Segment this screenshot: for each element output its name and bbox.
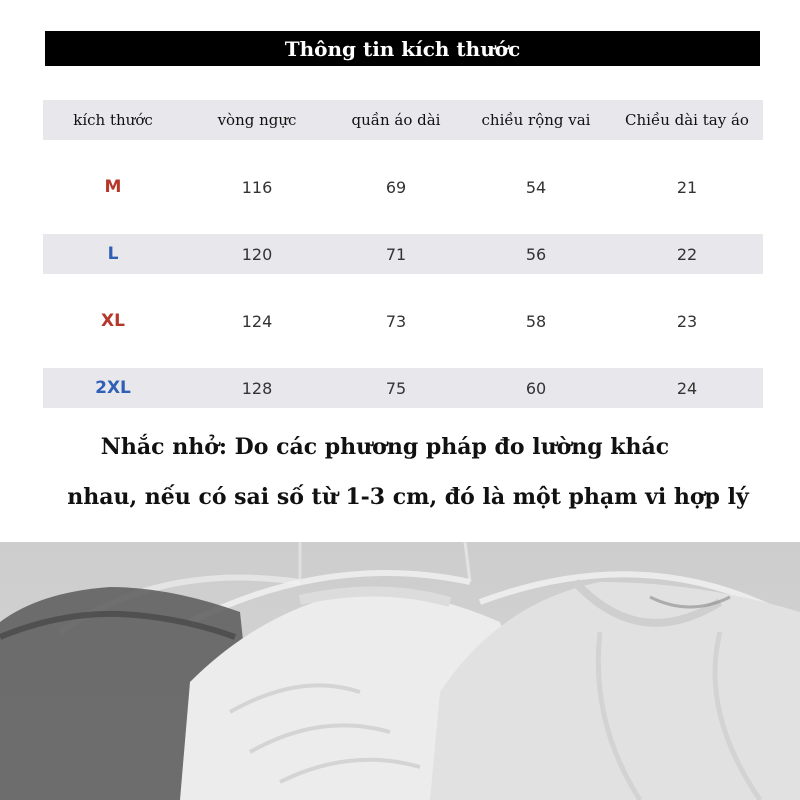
size-label: 2XL [95, 378, 131, 398]
sleeve-value: 21 [676, 177, 698, 197]
header-sleeve: Chiều dài tay áo [625, 111, 749, 129]
size-label: M [104, 177, 122, 197]
shoulder-value: 54 [525, 177, 547, 197]
table-row [43, 167, 763, 207]
reminder-note-line-2: nhau, nếu có sai số từ 1-3 cm, đó là một phạm vi hợp lý [67, 484, 749, 510]
header-length: quần áo dài [351, 111, 441, 129]
length-value: 69 [385, 177, 407, 197]
sleeve-value: 24 [676, 378, 698, 398]
size-label: L [107, 244, 119, 264]
shoulder-value: 56 [525, 244, 547, 264]
table-row [43, 368, 763, 408]
page-title: Thông tin kích thước [45, 31, 760, 66]
shoulder-value: 60 [525, 378, 547, 398]
sleeve-value: 23 [676, 311, 698, 331]
size-table [43, 100, 763, 408]
reminder-note-line-1: Nhắc nhở: Do các phương pháp đo lường khác [100, 434, 670, 460]
shoulder-value: 58 [525, 311, 547, 331]
length-value: 75 [385, 378, 407, 398]
product-photo [0, 542, 800, 800]
chest-value: 120 [241, 244, 273, 264]
shirts-illustration [0, 542, 800, 800]
table-row [43, 301, 763, 341]
header-size: kích thước [73, 111, 153, 129]
chest-value: 116 [241, 177, 273, 197]
table-row [43, 234, 763, 274]
length-value: 71 [385, 244, 407, 264]
length-value: 73 [385, 311, 407, 331]
size-label: XL [101, 311, 125, 331]
header-chest: vòng ngực [217, 111, 297, 129]
chest-value: 128 [241, 378, 273, 398]
table-header [43, 100, 763, 140]
chest-value: 124 [241, 311, 273, 331]
header-shoulder: chiều rộng vai [481, 111, 591, 129]
sleeve-value: 22 [676, 244, 698, 264]
